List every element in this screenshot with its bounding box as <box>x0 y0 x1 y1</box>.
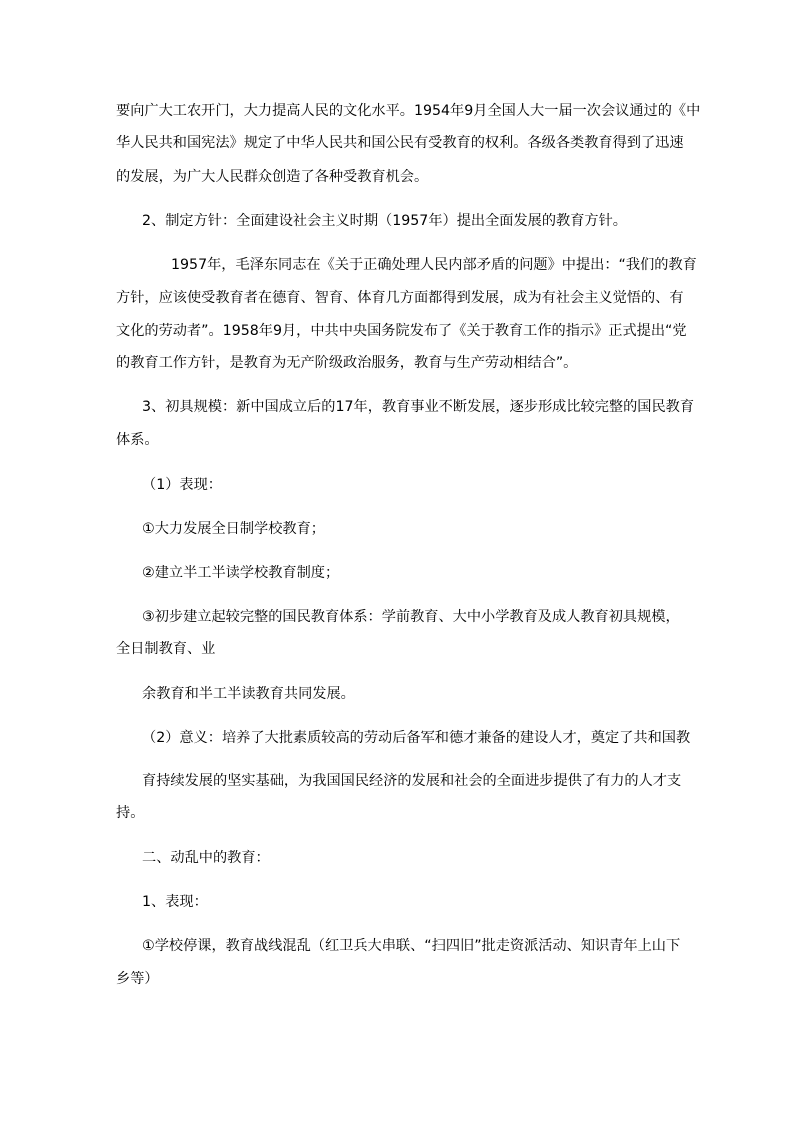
text-line: 的教育工作方针，是教育为无产阶级政治服务，教育与生产劳动相结合”。 <box>116 355 578 371</box>
text-line: 育持续发展的坚实基础，为我国国民经济的发展和社会的全面进步提供了有力的人才支 <box>142 773 682 789</box>
text-line: 二、动乱中的教育： <box>142 850 270 866</box>
text-line: 1、表现： <box>142 894 208 910</box>
text-line: 乡等） <box>116 971 159 987</box>
text-line: ①大力发展全日制学校教育； <box>142 521 325 537</box>
text-line: 3、初具规模：新中国成立后的17年，教育事业不断发展，逐步形成比较完整的国民教育 <box>142 399 695 415</box>
text-line: 文化的劳动者”。1958年9月，中共中央国务院发布了《关于教育工作的指示》正式提出“党 <box>116 323 687 339</box>
text-line: （2）意义：培养了大批素质较高的劳动后备军和德才兼备的建设人才，奠定了共和国教 <box>142 730 691 746</box>
text-line: ②建立半工半读学校教育制度； <box>142 565 340 581</box>
text-line: 2、制定方针：全面建设社会主义时期（1957年）提出全面发展的教育方针。 <box>142 213 627 229</box>
text-line: ①学校停课，教育战线混乱（红卫兵大串联、“扫四旧”批走资派活动、知识青年上山下 <box>142 938 681 954</box>
text-line: 华人民共和国宪法》规定了中华人民共和国公民有受教育的权利。各级各类教育得到了迅速 <box>116 135 684 151</box>
text-line: 方针，应该使受教育者在德育、智育、体育几方面都得到发展，成为有社会主义觉悟的、有 <box>116 290 684 306</box>
text-line: 的发展，为广大人民群众创造了各种受教育机会。 <box>116 169 429 185</box>
text-line: 余教育和半工半读教育共同发展。 <box>142 686 355 702</box>
text-line: 持。 <box>116 805 145 821</box>
text-line: （1）表现： <box>142 477 222 493</box>
text-line: 全日制教育、业 <box>116 641 216 657</box>
text-line: 体系。 <box>116 432 159 448</box>
text-line: ③初步建立起较完整的国民教育体系：学前教育、大中小学教育及成人教育初具规模， <box>142 609 680 625</box>
text-line: 1957年，毛泽东同志在《关于正确处理人民内部矛盾的问题》中提出：“我们的教育 <box>171 257 697 273</box>
text-line: 要向广大工农开门，大力提高人民的文化水平。1954年9月全国人大一届一次会议通过的《中 <box>116 103 701 119</box>
